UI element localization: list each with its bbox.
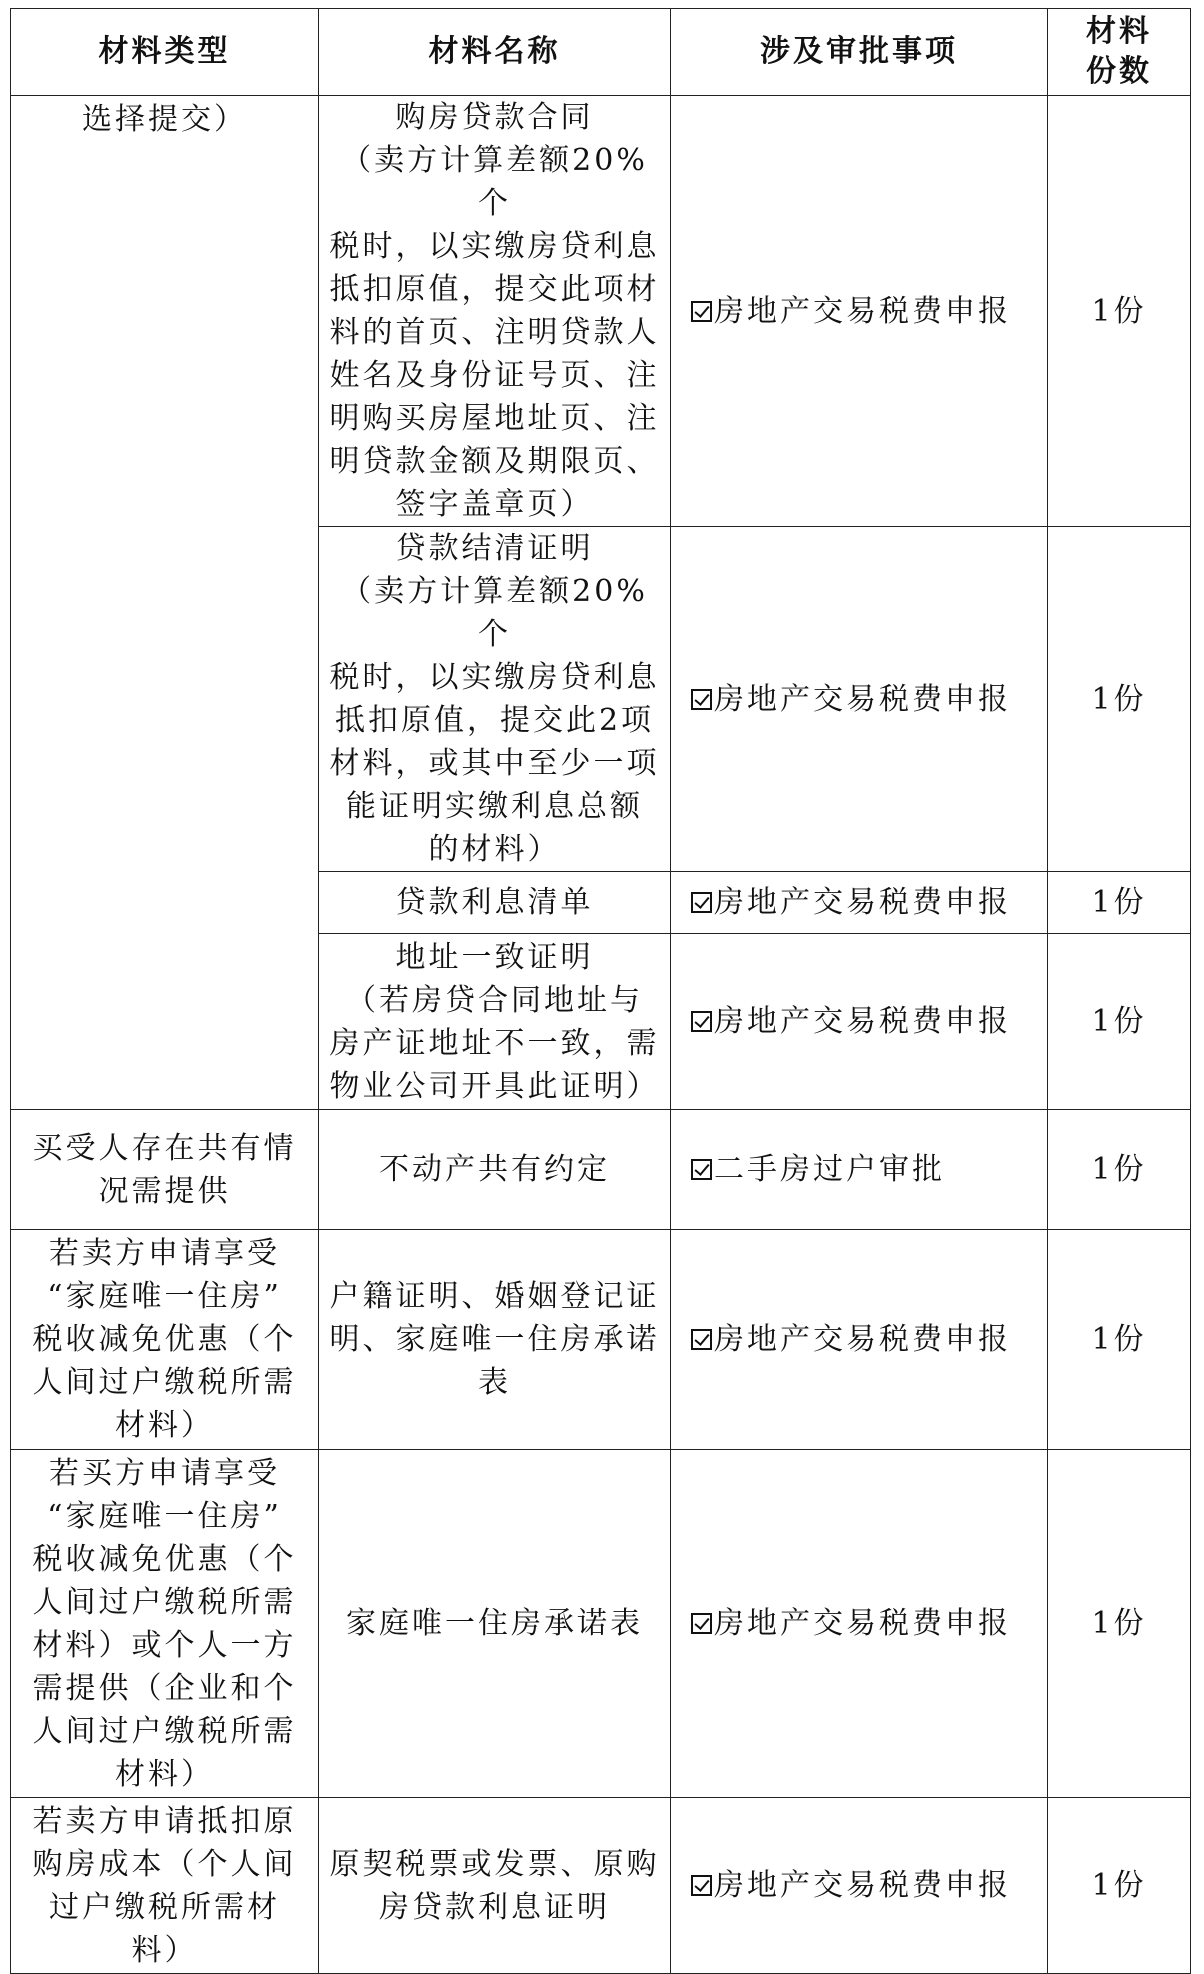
material-name-cell: 家庭唯一住房承诺表 (319, 1450, 671, 1798)
material-name-cell: 贷款结清证明 （卖方计算差额20%个 税时，以实缴房贷利息 抵扣原值，提交此2项 材料，或其中至少一项 能证明实缴利息总额 的材料） (319, 527, 671, 872)
table-header-row (11, 9, 1191, 96)
table-row (11, 1798, 1191, 1974)
material-count-cell: 1份 (1048, 934, 1191, 1110)
approval-item-label: 房地产交易税费申报 (714, 1004, 1011, 1039)
material-type-cell: 选择提交） (11, 96, 319, 1110)
material-name-cell: 不动产共有约定 (319, 1110, 671, 1230)
checked-box-icon (691, 1613, 712, 1634)
approval-item-label: 房地产交易税费申报 (714, 293, 1011, 329)
material-type-cell: 若卖方申请抵扣原 购房成本（个人间 过户缴税所需材 料） (11, 1798, 319, 1974)
checked-box-icon (691, 1329, 712, 1350)
material-type-cell: 买受人存在共有情 况需提供 (11, 1110, 319, 1230)
checked-box-icon (691, 892, 712, 913)
table-row (11, 1450, 1191, 1798)
checked-box-icon (691, 1011, 712, 1032)
material-name-cell: 贷款利息清单 (319, 872, 671, 934)
checked-box-icon (691, 689, 712, 710)
material-name-cell: 地址一致证明 （若房贷合同地址与 房产证地址不一致，需 物业公司开具此证明） (319, 934, 671, 1110)
header-material-type: 材料类型 (11, 9, 319, 96)
approval-item-cell (671, 1230, 1048, 1450)
checked-box-icon (691, 1875, 712, 1896)
material-count-cell: 1份 (1048, 872, 1191, 934)
approval-item-label: 房地产交易税费申报 (714, 1868, 1011, 1903)
approval-item-label: 房地产交易税费申报 (714, 1322, 1011, 1357)
materials-table (10, 8, 1191, 1974)
header-material-count: 材料 份数 (1048, 9, 1191, 96)
table-row (11, 1230, 1191, 1450)
material-count-cell: 1份 (1048, 1798, 1191, 1974)
approval-item-label: 房地产交易税费申报 (714, 681, 1011, 717)
material-name-cell: 原契税票或发票、原购 房贷款利息证明 (319, 1798, 671, 1974)
header-material-name: 材料名称 (319, 9, 671, 96)
material-type-cell: 若卖方申请享受 “家庭唯一住房” 税收减免优惠（个 人间过户缴税所需 材料） (11, 1230, 319, 1450)
approval-item-label: 房地产交易税费申报 (714, 885, 1011, 920)
material-count-cell: 1份 (1048, 1450, 1191, 1798)
header-approval-item: 涉及审批事项 (671, 9, 1048, 96)
approval-item-label: 二手房过户审批 (714, 1152, 945, 1187)
material-name-cell: 户籍证明、婚姻登记证 明、家庭唯一住房承诺 表 (319, 1230, 671, 1450)
approval-item-label: 房地产交易税费申报 (714, 1606, 1011, 1641)
material-count-cell: 1份 (1048, 1110, 1191, 1230)
approval-item-cell (671, 1450, 1048, 1798)
approval-item-cell (671, 872, 1048, 934)
material-type-cell: 若买方申请享受 “家庭唯一住房” 税收减免优惠（个 人间过户缴税所需 材料）或个人一方 需提供（企业和个 人间过户缴税所需 材料） (11, 1450, 319, 1798)
checked-box-icon (691, 301, 712, 322)
table-row (11, 1110, 1191, 1230)
material-name-cell: 购房贷款合同 （卖方计算差额20%个 税时，以实缴房贷利息 抵扣原值，提交此项材 料的首页、注明贷款人 姓名及身份证号页、注 明购买房屋地址页、注 明贷款金额及期限页、 签字盖章页） (319, 96, 671, 527)
material-count-cell: 1份 (1048, 1230, 1191, 1450)
approval-item-cell (671, 527, 1048, 872)
checked-box-icon (691, 1159, 712, 1180)
approval-item-cell (671, 1798, 1048, 1974)
material-count-cell: 1份 (1048, 96, 1191, 527)
approval-item-cell (671, 96, 1048, 527)
table-row (11, 96, 1191, 527)
approval-item-cell (671, 934, 1048, 1110)
approval-item-cell (671, 1110, 1048, 1230)
material-count-cell: 1份 (1048, 527, 1191, 872)
